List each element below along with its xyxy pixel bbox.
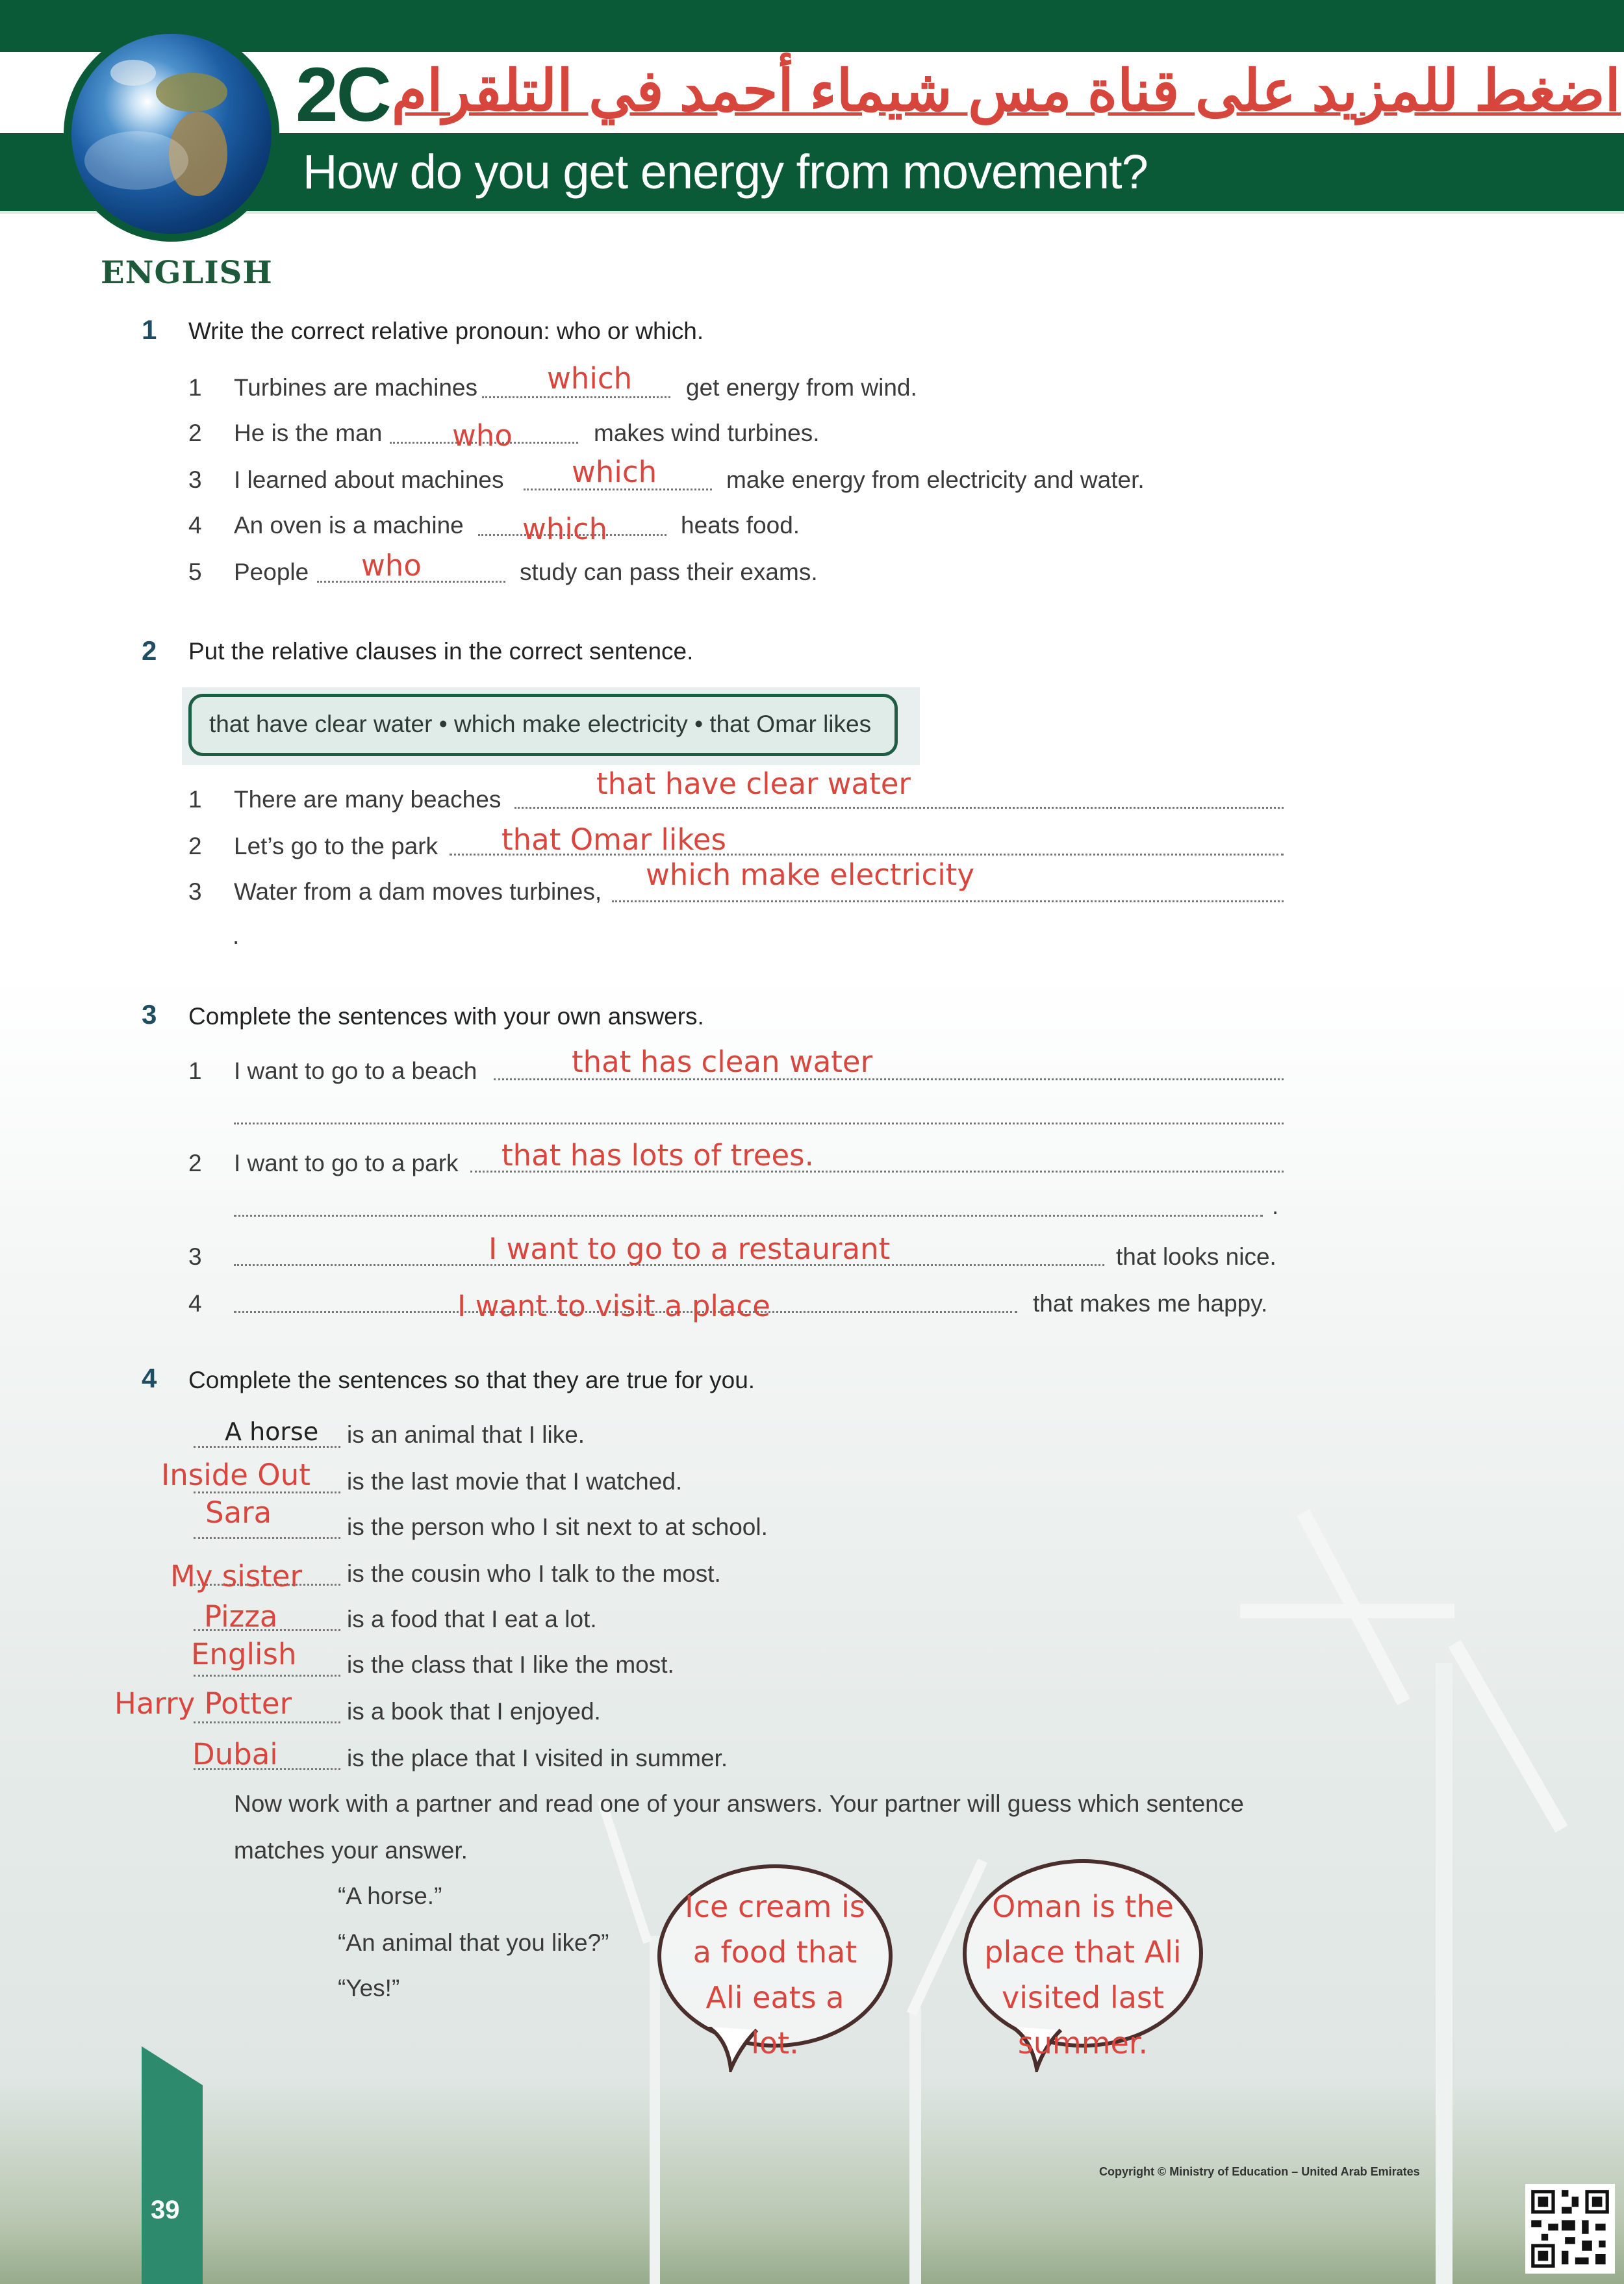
page-title: How do you get energy from movement? [303,145,1148,199]
sentence-end: that looks nice. [1116,1243,1276,1270]
dialogue-line: “Yes!” [338,1975,400,2001]
handwritten-answer: I want to go to a restaurant [488,1232,891,1266]
item-number: 3 [188,878,202,905]
sentence-start: He is the man [234,420,383,446]
answer-blank [194,1446,340,1448]
sentence-text: is the last movie that I watched. [347,1468,683,1495]
sentence-start: I want to go to a park [234,1150,459,1176]
handwritten-answer: that has clean water [572,1045,873,1079]
telegram-channel-link[interactable]: اضغط للمزيد على قناة مس شيماء أحمد في التلقرام [391,58,1621,123]
bubble-line: summer. [1017,2025,1148,2061]
sentence-text: is the person who I sit next to at school. [347,1514,768,1540]
answer-line [234,1215,1263,1217]
bubble-line: Ali eats a [705,1980,844,2015]
partner-instruction-cont: matches your answer. [234,1837,468,1864]
handwritten-answer: Harry Potter [114,1686,292,1721]
sentence-start: I want to go to a beach [234,1058,477,1084]
sentence-end: makes wind turbines. [594,420,820,446]
sentence-start: Water from a dam moves turbines, [234,878,602,905]
item-number: 4 [188,1290,202,1317]
bubble-line: place that Ali [984,1935,1182,1970]
handwritten-answer: that Omar likes [501,822,726,857]
bubble-line: Ice cream is [685,1889,865,1924]
answer-line [234,1123,1284,1124]
sentence-text: is the cousin who I talk to the most. [347,1560,721,1587]
item-number: 4 [188,512,202,539]
sentence-text: is a food that I eat a lot. [347,1606,597,1632]
sentence-end: heats food. [681,512,800,539]
qr-code-icon[interactable] [1525,2184,1615,2274]
handwritten-answer: which make electricity [646,857,975,892]
handwritten-answer: Dubai [192,1737,278,1771]
handwritten-answer: Pizza [204,1599,278,1634]
answer-blank [194,1721,340,1723]
sentence-start: People [234,559,309,585]
sentence-end-period: . [1272,1193,1279,1219]
sentence-start: Let’s go to the park [234,833,438,859]
sentence-end: that makes me happy. [1033,1290,1268,1317]
dialogue-line: “A horse.” [338,1883,442,1909]
item-number: 2 [188,420,202,446]
item-number: 1 [188,786,202,813]
exercise-instruction: Complete the sentences so that they are true for you. [188,1367,755,1393]
page-number: 39 [151,2196,180,2224]
handwritten-answer: who [452,418,513,453]
example-answer: A horse [225,1417,319,1446]
header-top-bar [0,0,1624,52]
item-number: 5 [188,559,202,585]
handwritten-answer: which [547,361,633,396]
sentence-start: Turbines are machines [234,374,477,401]
item-number: 3 [188,1243,202,1270]
sentence-start: I learned about machines [234,466,504,493]
handwritten-answer: that have clear water [596,767,911,801]
sentence-text: is an animal that I like. [347,1421,585,1448]
bubble-line: Oman is the [992,1889,1174,1924]
sentence-start: An oven is a machine [234,512,464,539]
handwritten-answer: who [361,548,422,583]
handwritten-answer: which [522,512,608,546]
sentence-text: is the place that I visited in summer. [347,1745,728,1771]
copyright-notice: Copyright © Ministry of Education – United Arab Emirates [1099,2165,1420,2178]
item-number: 3 [188,466,202,493]
word-box-clauses: that have clear water • which make electricity • that Omar likes [209,711,872,737]
page-number-tab [142,2046,203,2284]
lesson-number: 2C [296,52,390,138]
item-number: 1 [188,374,202,401]
earth-globe-icon [71,34,272,234]
handwritten-answer: My sister [170,1559,302,1593]
answer-line [612,900,1284,902]
item-number: 1 [188,1058,202,1084]
bubble-line: visited last [1002,1980,1164,2015]
exercise-number: 4 [142,1363,157,1393]
bubble-line: a food that [692,1935,857,1970]
subject-label: ENGLISH [101,255,273,291]
exercise-instruction: Write the correct relative pronoun: who or which. [188,318,704,344]
dialogue-line: “An animal that you like?” [338,1929,609,1956]
handwritten-answer: that has lots of trees. [501,1138,814,1173]
sentence-end: make energy from electricity and water. [726,466,1145,493]
sentence-text: is the class that I like the most. [347,1651,674,1678]
answer-blank [482,396,670,398]
exercise-instruction: Put the relative clauses in the correct sentence. [188,638,694,665]
exercise-number: 1 [142,314,157,345]
exercise-instruction: Complete the sentences with your own answers. [188,1003,704,1030]
handwritten-answer: which [572,455,657,489]
sentence-end: study can pass their exams. [520,559,818,585]
bubble-line: lot. [751,2025,799,2061]
sentence-end-period: . [233,922,240,949]
exercise-number: 3 [142,999,157,1030]
item-number: 2 [188,1150,202,1176]
item-number: 2 [188,833,202,859]
handwritten-answer: Sara [205,1495,272,1530]
handwritten-answer: English [191,1637,297,1671]
handwritten-answer: Inside Out [161,1458,311,1492]
exercise-number: 2 [142,635,157,666]
sentence-start: There are many beaches [234,786,501,813]
handwritten-answer: I want to visit a place [457,1289,770,1323]
answer-blank [194,1537,340,1539]
sentence-text: is a book that I enjoyed. [347,1698,601,1725]
partner-instruction: Now work with a partner and read one of your answers. Your partner will guess which sentence [234,1790,1244,1817]
answer-blank [194,1675,340,1677]
sentence-end: get energy from wind. [686,374,917,401]
answer-line [514,807,1284,809]
